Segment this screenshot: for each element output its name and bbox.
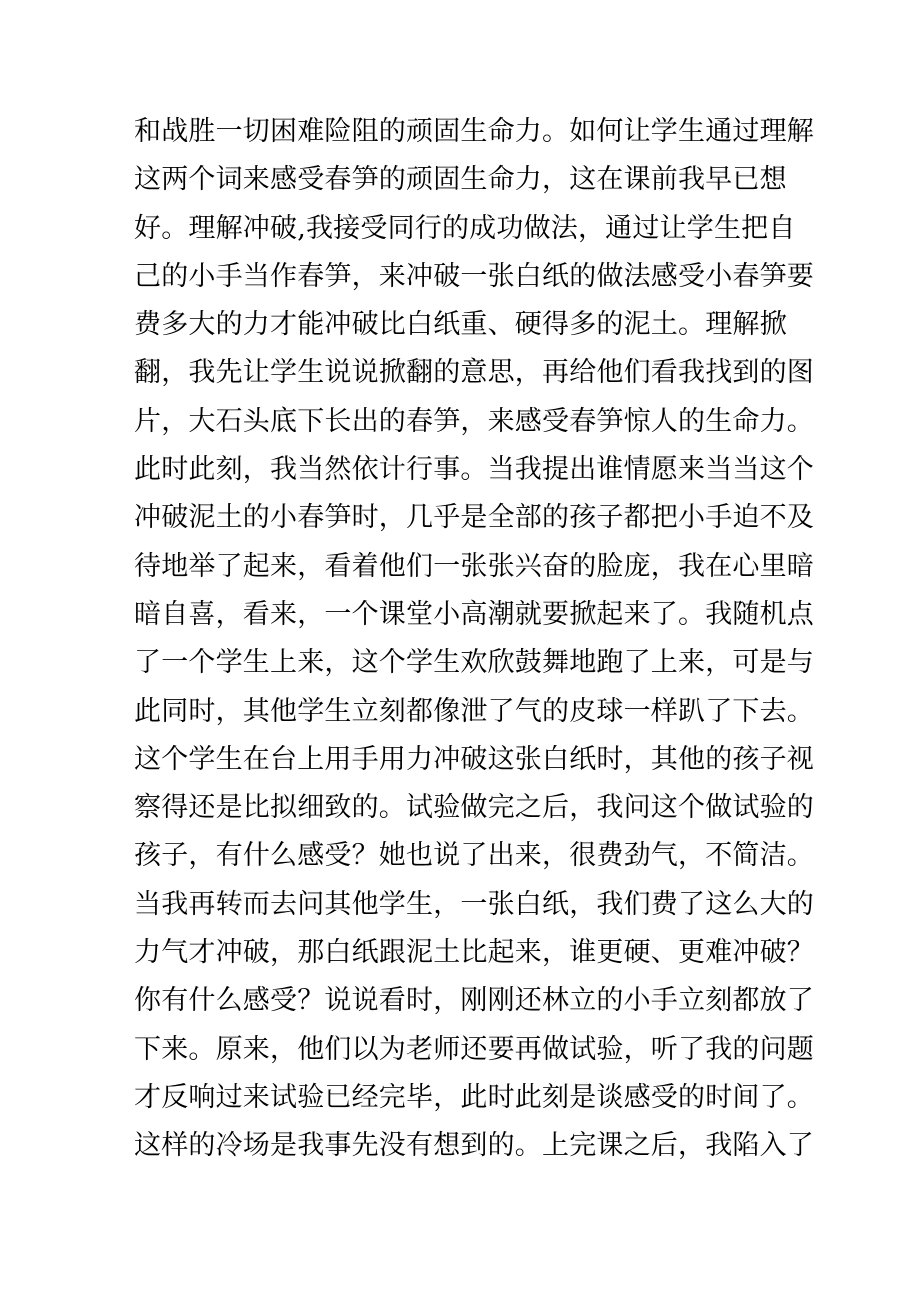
text-line: 这个学生在台上用手用力冲破这张白纸时，其他的孩子视 bbox=[134, 743, 814, 775]
text-line: 了一个学生上来，这个学生欢欣鼓舞地跑了上来，可是与 bbox=[134, 647, 814, 679]
text-line: 冲破泥土的小春笋时，几乎是全部的孩子都把小手迫不及 bbox=[134, 502, 814, 534]
text-line: 和战胜一切困难险阻的顽固生命力。如何让学生通过理解 bbox=[134, 116, 814, 147]
text-line: 好。理解冲破,我接受同行的成功做法，通过让学生把自 bbox=[134, 212, 796, 244]
text-line: 己的小手当作春笋，来冲破一张白纸的做法感受小春笋要 bbox=[134, 260, 814, 292]
text-line: 暗自喜，看来，一个课堂小高潮就要掀起来了。我随机点 bbox=[134, 598, 814, 630]
text-line: 下来。原来，他们以为老师还要再做试验，听了我的问题 bbox=[134, 1033, 814, 1065]
text-line: 这两个词来感受春笋的顽固生命力，这在课前我早已想 bbox=[134, 164, 787, 196]
text-line: 费多大的力才能冲破比白纸重、硬得多的泥土。理解掀 bbox=[134, 309, 787, 341]
text-line: 翻，我先让学生说说掀翻的意思，再给他们看我找到的图 bbox=[134, 357, 814, 389]
text-line: 待地举了起来，看着他们一张张兴奋的脸庞，我在心里暗 bbox=[134, 550, 814, 582]
text-line: 才反响过来试验已经完毕，此时此刻是谈感受的时间了。 bbox=[134, 1081, 814, 1113]
text-line: 你有什么感受？说说看时，刚刚还林立的小手立刻都放了 bbox=[134, 985, 814, 1017]
text-line: 此同时，其他学生立刻都像泄了气的皮球一样趴了下去。 bbox=[134, 695, 814, 727]
body-text bbox=[134, 108, 814, 1171]
text-line: 这样的冷场是我事先没有想到的。上完课之后，我陷入了 bbox=[134, 1130, 814, 1162]
text-line: 片，大石头底下长出的春笋，来感受春笋惊人的生命力。 bbox=[134, 405, 814, 437]
text-line: 当我再转而去问其他学生，一张白纸，我们费了这么大的 bbox=[134, 888, 814, 920]
text-line: 力气才冲破，那白纸跟泥土比起来，谁更硬、更难冲破？ bbox=[134, 937, 814, 969]
text-line: 此时此刻，我当然依计行事。当我提出谁情愿来当当这个 bbox=[134, 454, 814, 486]
text-line: 察得还是比拟细致的。试验做完之后，我问这个做试验的 bbox=[134, 792, 814, 824]
text-line: 孩子，有什么感受？她也说了出来，很费劲气，不简洁。 bbox=[134, 840, 814, 872]
